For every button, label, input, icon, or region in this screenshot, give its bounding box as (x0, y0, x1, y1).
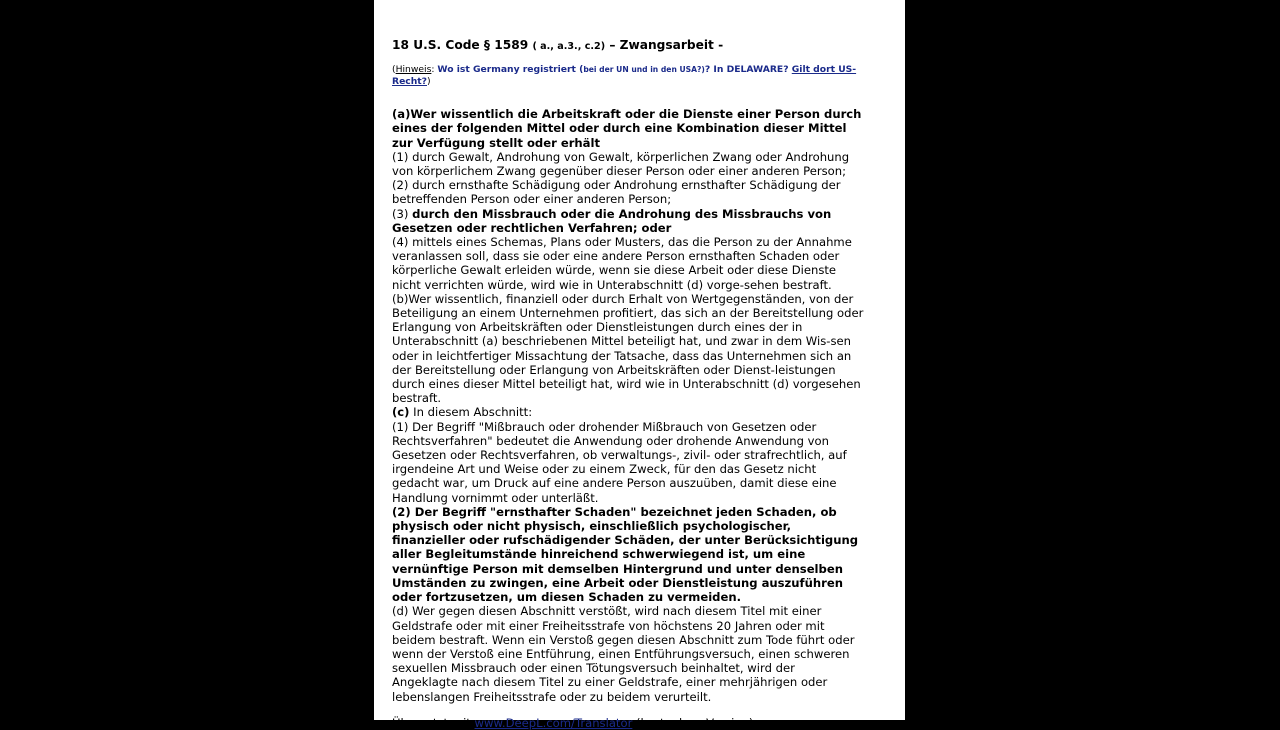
footer-prefix: Übersetzt mit (392, 715, 475, 730)
document-content (392, 38, 864, 730)
paragraph-a2: (2) durch ernsthafte Schädigung oder Androhung ernsthafter Schädigung der betreffenden Person oder einer anderen Person; (392, 178, 841, 207)
hint-note (392, 64, 864, 87)
paragraph-a: (a)Wer wissentlich die Arbeitskraft oder die Dienste einer Person durch eines der folgenden Mittel oder durch eine Kombination dieser Mittel zur Verfügung stellt oder erhält (392, 107, 862, 150)
hint-question-1-detail: bei der UN und in den USA?) (583, 65, 705, 74)
paragraph-a1: (1) durch Gewalt, Androhung von Gewalt, körperlichen Zwang oder Androhung von körperlichem Zwang gegenüber dieser Person oder einer anderen Person; (392, 149, 850, 178)
hint-question-2: ? In DELAWARE? (704, 64, 792, 75)
paragraph-a3 (392, 207, 864, 235)
paragraph-c1: (1) Der Begriff "Mißbrauch oder drohender Mißbrauch von Gesetzen oder Rechtsverfahren" bedeutet die Anwendung oder drohende Anwendung von Gesetzen oder Rechtsverfahren, ob verwaltungs-, zivil- oder strafrechtlich, auf irgendeine Art und Weise oder zu einem Zweck, für den das Gesetz nicht gedacht war, um Druck auf eine andere Person auszuüben, damit diese eine Handlung vornimmt oder unterläßt. (392, 419, 847, 505)
paragraph-c2: (2) Der Begriff "ernsthafter Schaden" bezeichnet jeden Schaden, ob physisch oder nicht physisch, einschließlich psychologischer, finanzieller oder rufschädigender Schäden, der unter Berücksichtigung aller Begleitumstände hinreichend schwerwiegend ist, um eine vernünftige Person mit demselben Hintergrund und unter denselben Umständen zu zwingen, eine Arbeit oder Dienstleistung auszuführen oder fortzusetzen, um diesen Schaden zu vermeiden. (392, 504, 859, 605)
footer-suffix: (kostenlose Version). (632, 715, 758, 730)
paragraph-a3-number: (3) (392, 206, 413, 221)
paragraph-c-text: In diesem Abschnitt: (409, 405, 533, 420)
hint-question-1: Wo ist Germany registriert ( (437, 64, 584, 75)
paragraph-a3-text: durch den Missbrauch oder die Androhung des Missbrauchs von Gesetzen oder rechtlichen Verfahren; oder (392, 206, 832, 235)
title-subsections: ( a., a.3., c.2) (532, 41, 606, 52)
paragraph-d: (d) Wer gegen diesen Abschnitt verstößt, wird nach diesem Titel mit einer Geldstrafe oder mit einer Freiheitsstrafe von höchstens 20 Jahren oder mit beidem bestraft. Wenn ein Verstoß gegen diesen Abschnitt zum Tode führt oder wenn der Verstoß eine Entführung, einen Entführungsversuch, einen schweren sexuellen Missbrauch oder einen Tötungsversuch beinhaltet, wird der Angeklagte nach diesem Titel zu einer Geldstrafe, einer mehrjährigen oder lebenslangen Freiheitsstrafe oder zu beidem verurteilt. (392, 604, 855, 704)
hint-open-paren: ( (392, 64, 396, 75)
hint-close-paren: ) (427, 75, 431, 87)
hint-label: Hinweis (395, 64, 432, 75)
hint-colon: : (431, 64, 438, 75)
deepl-link[interactable]: www.DeepL.com/Translator (474, 715, 633, 730)
document-page (374, 0, 905, 730)
paragraph-b: (b)Wer wissentlich, finanziell oder durch Erhalt von Wertgegenständen, von der Beteiligung an einem Unternehmen profitiert, das sich an der Bereitstellung oder Erlangung von Arbeitskräften oder Dienstleistungen durch eines der in Unterabschnitt (a) beschriebenen Mittel beteiligt hat, und zwar in dem Wis-sen oder in leichtfertiger Missachtung der Tatsache, dass das Unternehmen sich an der Bereitstellung oder Erlangung von Arbeitskräften oder Dienst-leistungen durch eines dieser Mittel beteiligt hat, wird wie in Unterabschnitt (d) vorgesehen bestraft. (392, 291, 864, 406)
paragraph-a4: (4) mittels eines Schemas, Plans oder Musters, das die Person zu der Annahme veranlassen soll, dass sie oder eine andere Person ernsthaften Schaden oder körperliche Gewalt erleiden würde, wenn sie diese Arbeit oder diese Dienste nicht verrichten würde, wird wie in Unterabschnitt (d) vorge-sehen bestraft. (392, 235, 852, 292)
paragraph-c (392, 405, 864, 419)
title-main: 18 U.S. Code § 1589 (392, 38, 533, 52)
paragraph-c-number: (c) (392, 405, 410, 420)
title-tail: – Zwangsarbeit - (605, 38, 724, 52)
hint-link[interactable]: Gilt dort US-Recht? (392, 64, 857, 87)
document-title (392, 38, 864, 54)
translation-note (392, 716, 864, 730)
